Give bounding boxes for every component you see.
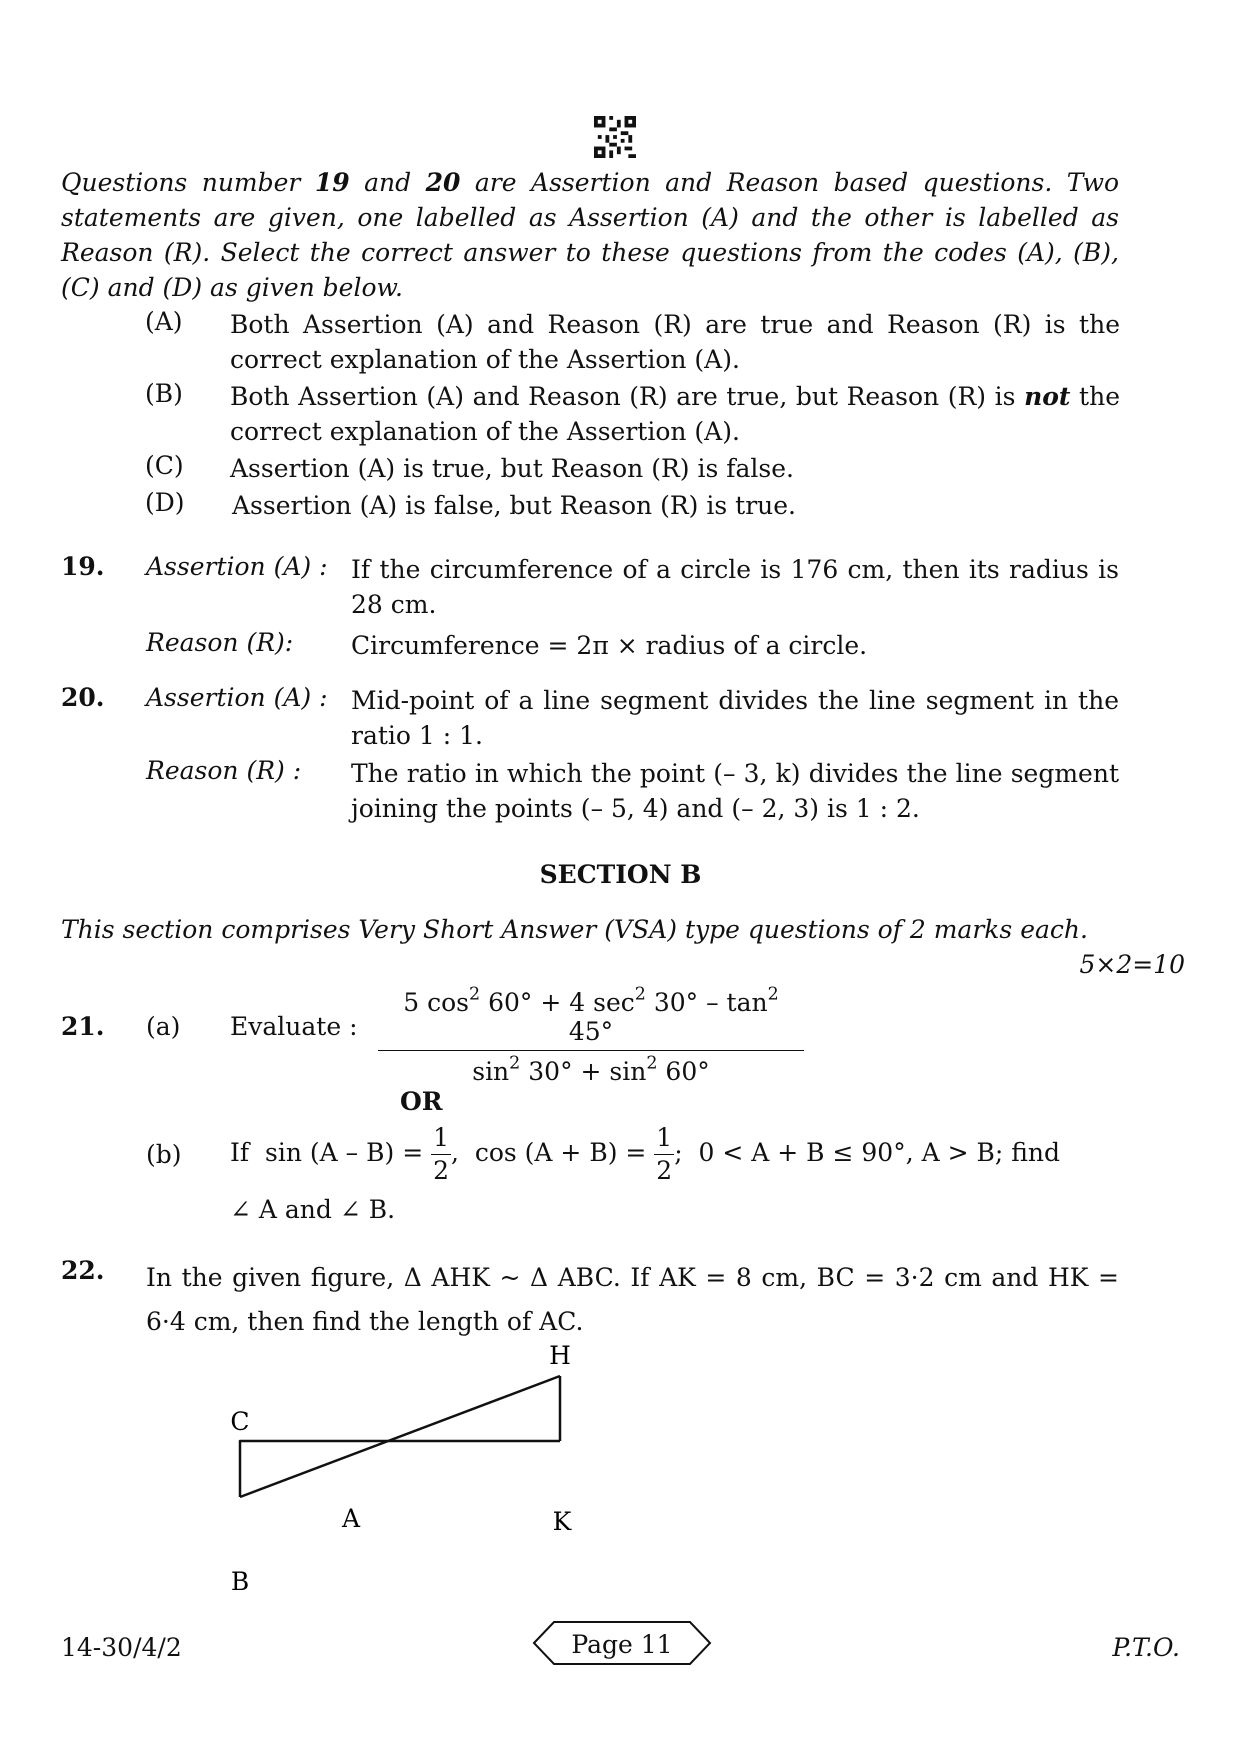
pto-label: P.T.O. (1112, 1633, 1180, 1662)
question-number-21: 21. (61, 1012, 105, 1041)
or-label: OR (400, 1087, 443, 1116)
code-text: Assertion (A) is true, but Reason (R) is false. (230, 454, 794, 483)
page-number: Page 11 (571, 1630, 673, 1659)
vertex-label-b: B (230, 1567, 250, 1596)
question-number-22: 22. (61, 1256, 105, 1285)
code-text: Both Assertion (A) and Reason (R) are true, but Reason (R) is not the correct explanation of the Assertion (A). (230, 382, 1121, 446)
reason-label: Reason (R): (146, 628, 294, 657)
question-number-20: 20. (61, 683, 105, 712)
assertion-text: Mid-point of a line segment divides the line segment in the ratio 1 : 1. (351, 686, 1119, 750)
code-letter: (D) (145, 488, 185, 517)
part-b-label: (b) (146, 1140, 182, 1169)
trig-numerator: 5 $\cos^2 60^\circ + 4$ $\sec^2 30^\circ - \tan^2 45^\circ$ (378, 988, 804, 1051)
assertion-text: If the circumference of a circle is 176 cm, then its radius is 28 cm. (351, 555, 1119, 619)
question-number-19: 19. (61, 552, 105, 581)
section-description: This section comprises Very Short Answer (VSA) type questions of 2 marks each. (61, 915, 1088, 944)
paper-code: 14-30/4/2 (61, 1633, 182, 1662)
code-letter: (C) (145, 451, 184, 480)
evaluate-label: Evaluate : (230, 1012, 358, 1041)
part-b-statement: If sin (A – B) = $\frac{1}{2}$ , cos (A + B) = $\frac{1}{2}$ ; 0 < A + B ≤ 90°, A > B; find (230, 1123, 1061, 1185)
code-text: Both Assertion (A) and Reason (R) are true and Reason (R) is the correct explanation of the Assertion (A). (230, 310, 1120, 374)
assertion-label: Assertion (A) : (146, 552, 328, 581)
assertion-label: Assertion (A) : (146, 683, 328, 712)
fraction-one-half: $\frac{1}{2}$ (656, 1123, 673, 1185)
reason-text: Circumference = 2π × radius of a circle. (351, 631, 868, 660)
trig-denominator: $\sin^2 30^\circ + \sin^2 60^\circ$ (472, 1053, 710, 1086)
assertion-reason-instructions: Questions number 19 and 20 are Assertion and Reason based questions. Two statements are given, one labelled as Assertion (A) and the other is labelled as Reason (R). Select the correct answer to these questions from the codes (A), (B), (C) and (D) as given below. (61, 168, 1120, 302)
vertex-label-c: C (230, 1407, 250, 1436)
vertex-label-a: A (341, 1504, 361, 1533)
vertex-label-h: H (549, 1341, 571, 1370)
code-letter: (A) (145, 307, 183, 336)
fraction-one-half: $\frac{1}{2}$ (433, 1123, 449, 1185)
part-b-find: ∠ A and ∠ B. (230, 1195, 396, 1224)
part-a-label: (a) (146, 1012, 181, 1041)
reason-text: The ratio in which the point (– 3, k) divides the line segment joining the points (– 5, 4) and (– 2, 3) is 1 : 2. (351, 759, 1119, 823)
section-title: SECTION B (539, 860, 702, 889)
vertex-label-k: K (552, 1507, 572, 1536)
reason-label: Reason (R) : (146, 756, 302, 785)
section-marks: 5×2=10 (1079, 950, 1185, 979)
code-text: Assertion (A) is false, but Reason (R) is true. (232, 491, 796, 520)
question-22-text: In the given figure, Δ AHK ~ Δ ABC. If AK = 8 cm, BC = 3·2 cm and HK = 6·4 cm, then find the length of AC. (146, 1263, 1119, 1336)
code-letter: (B) (145, 379, 183, 408)
